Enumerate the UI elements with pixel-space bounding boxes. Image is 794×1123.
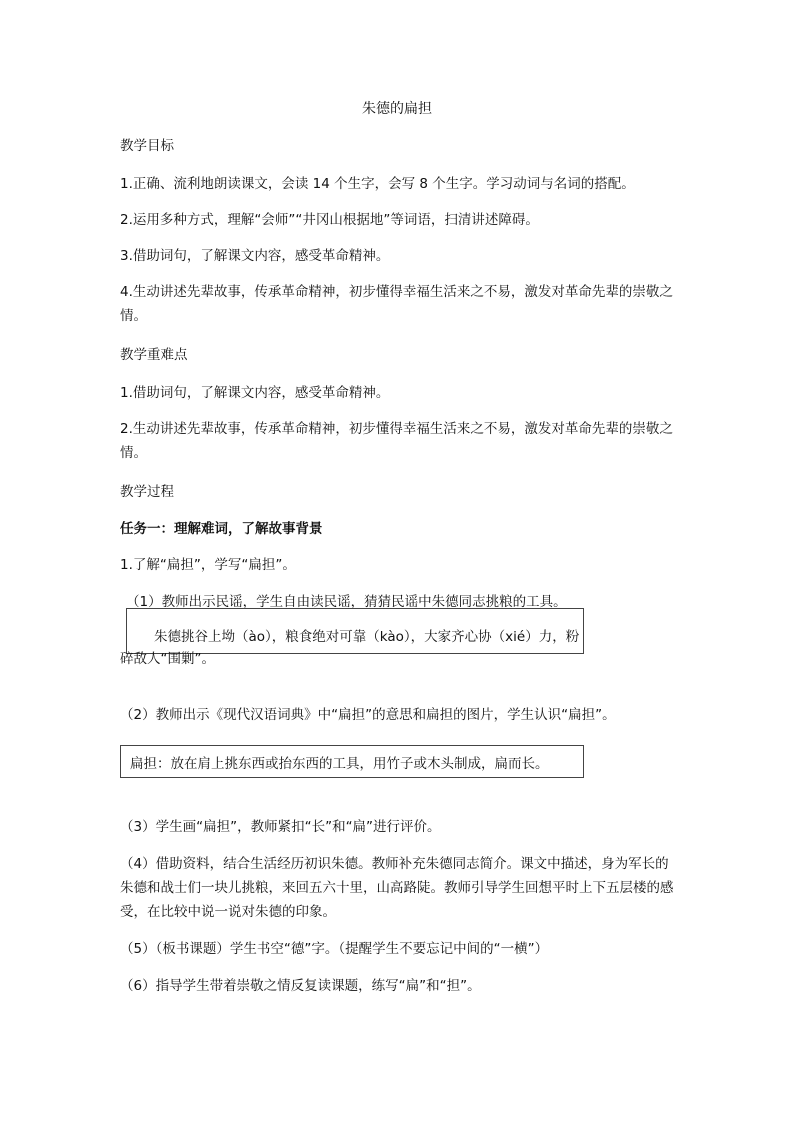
- page-title: 朱德的扁担: [362, 101, 432, 117]
- key-point-item: 2.生动讲述先辈故事，传承革命精神，初步懂得幸福生活来之不易，激发对革命先辈的崇敬之情。: [120, 421, 673, 461]
- goals-heading: 教学目标: [120, 138, 174, 154]
- sub-step-2: （2）教师出示《现代汉语词典》中“扁担”的意思和扁担的图片，学生认识“扁担”。: [120, 707, 616, 723]
- sub-step-1: （1）教师出示民谣，学生自由读民谣，猜猜民谣中朱德同志挑粮的工具。: [126, 594, 567, 610]
- task1-heading: 任务一：理解难词，了解故事背景: [120, 521, 323, 537]
- ballad-text: 朱德挑谷上坳（ào），粮食绝对可靠（kào），大家齐心协（xié）力，粉碎敌人“围剿”。: [120, 629, 580, 667]
- sub-step-4: （4）借助资料，结合生活经历初识朱德。教师补充朱德同志简介。课文中描述，身为军长的朱德和战士们一块儿挑粮，来回五六十里，山高路陡。教师引导学生回想平时上下五层楼的感受，在比较中说一说对朱德的印象。: [120, 856, 674, 920]
- step-1: 1.了解“扁担”，学写“扁担”。: [120, 557, 296, 573]
- sub-step-6: （6）指导学生带着崇敬之情反复读课题，练写“扁”和“担”。: [120, 978, 481, 994]
- key-point-item: 1.借助词句，了解课文内容，感受革命精神。: [120, 385, 390, 401]
- key-heading: 教学重难点: [120, 347, 188, 363]
- goal-item: 2.运用多种方式，理解“会师”“井冈山根据地”等词语，扫清讲述障碍。: [120, 212, 539, 228]
- definition-text: 扁担：放在肩上挑东西或抬东西的工具，用竹子或木头制成，扁而长。: [130, 756, 549, 772]
- goal-item: 1.正确、流利地朗读课文，会读 14 个生字，会写 8 个生字。学习动词与名词的搭配。: [120, 176, 635, 192]
- sub-step-3: （3）学生画“扁担”，教师紧扣“长”和“扁”进行评价。: [120, 819, 441, 835]
- process-heading: 教学过程: [120, 484, 174, 500]
- sub-step-5: （5）（板书课题）学生书空“德”字。（提醒学生不要忘记中间的“一横”）: [120, 941, 549, 957]
- goal-item: 4.生动讲述先辈故事，传承革命精神，初步懂得幸福生活来之不易，激发对革命先辈的崇敬之情。: [120, 284, 673, 324]
- goal-item: 3.借助词句，了解课文内容，感受革命精神。: [120, 248, 390, 264]
